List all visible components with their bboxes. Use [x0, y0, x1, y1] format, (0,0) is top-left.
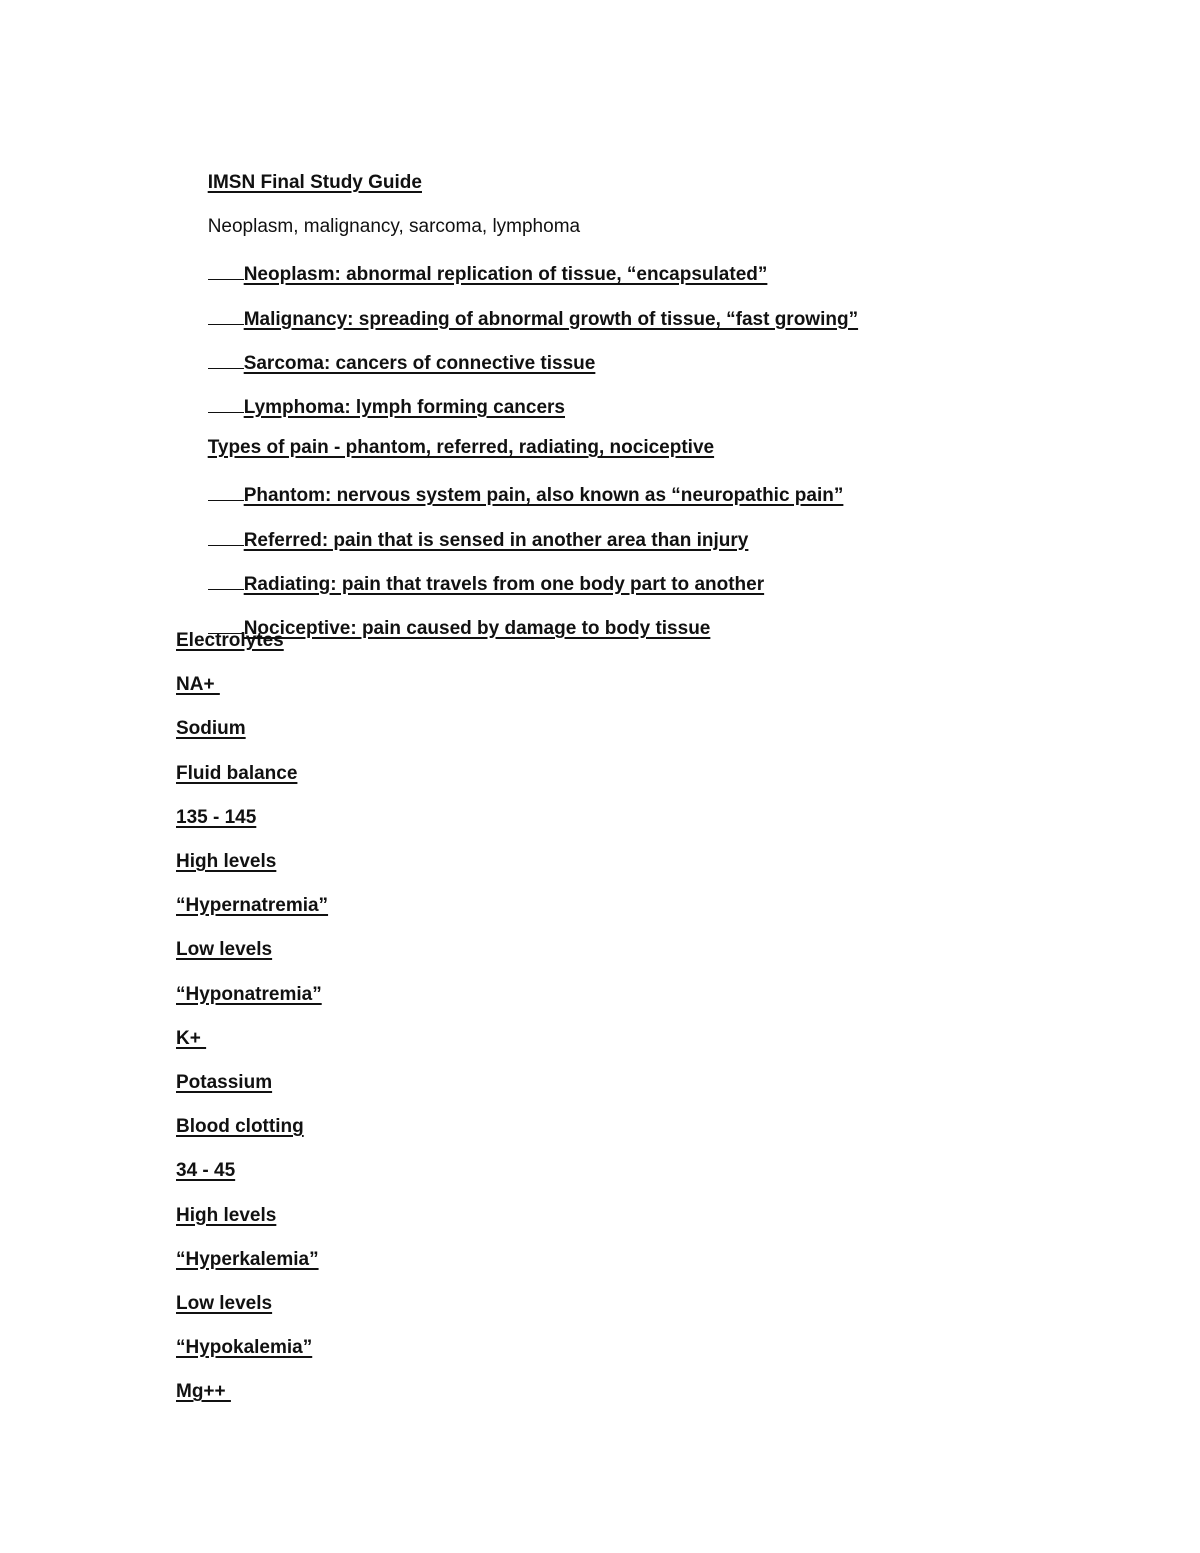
electrolyte-line: [176, 1202, 1136, 1246]
hyperkalemia-term: “Hyperkalemia”: [176, 1248, 319, 1270]
indent-underline: [208, 567, 244, 590]
nociceptive-pain-definition: Nociceptive: pain caused by damage to body tissue: [243, 617, 711, 639]
sodium-symbol: NA+: [176, 674, 220, 696]
potassium-range: 34 - 45: [176, 1160, 236, 1182]
electrolyte-line: [176, 715, 1136, 759]
electrolyte-line: [176, 1069, 1136, 1113]
hyponatremia-term: “Hyponatremia”: [176, 983, 322, 1005]
electrolyte-line: [176, 760, 1136, 804]
sodium-low-label: Low levels: [176, 939, 273, 961]
hypernatremia-term: “Hypernatremia”: [176, 895, 329, 917]
electrolyte-line: [176, 1246, 1136, 1290]
magnesium-symbol: Mg++: [176, 1381, 231, 1403]
electrolyte-line: [176, 1378, 1136, 1422]
phantom-pain-definition: Phantom: nervous system pain, also known as “neuropathic pain”: [243, 485, 844, 507]
indent-underline: [208, 478, 244, 501]
indent-underline: [208, 257, 244, 280]
sarcoma-definition: Sarcoma: cancers of connective tissue: [243, 352, 596, 374]
electrolyte-line: [176, 1113, 1136, 1157]
potassium-symbol: K+: [176, 1027, 207, 1049]
electrolyte-line: [176, 1334, 1136, 1378]
sodium-function: Fluid balance: [176, 762, 298, 784]
sodium-range: 135 - 145: [176, 806, 257, 828]
indent-underline: [208, 346, 244, 369]
electrolyte-line: [176, 1290, 1136, 1334]
sodium-name: Sodium: [176, 718, 246, 740]
electrolyte-line: [176, 892, 1136, 936]
potassium-high-label: High levels: [176, 1204, 277, 1226]
radiating-pain-definition: Radiating: pain that travels from one body part to another: [243, 573, 765, 595]
potassium-low-label: Low levels: [176, 1292, 273, 1314]
lymphoma-definition: Lymphoma: lymph forming cancers: [243, 396, 565, 418]
tumor-topics-subtitle: Neoplasm, malignancy, sarcoma, lymphoma: [207, 216, 581, 238]
referred-pain-definition: Referred: pain that is sensed in another area than injury: [243, 529, 749, 551]
pain-types-heading: Types of pain - phantom, referred, radiating, nociceptive: [207, 437, 715, 459]
potassium-name: Potassium: [176, 1071, 273, 1093]
indent-underline: [208, 390, 244, 413]
malignancy-definition: Malignancy: spreading of abnormal growth of tissue, “fast growing”: [243, 308, 859, 330]
electrolyte-line: [176, 981, 1136, 1025]
document-title-line: [176, 141, 1136, 193]
document-title: IMSN Final Study Guide: [207, 172, 422, 193]
electrolytes-heading: Electrolytes: [176, 630, 284, 652]
electrolyte-line: [176, 1025, 1136, 1069]
electrolyte-line: [176, 936, 1136, 980]
electrolyte-line: [176, 804, 1136, 848]
potassium-function: Blood clotting: [176, 1116, 304, 1138]
electrolyte-line: [176, 671, 1136, 715]
electrolyte-line: [176, 1157, 1136, 1201]
document-body: [176, 141, 1136, 1422]
neoplasm-definition: Neoplasm: abnormal replication of tissue, “encapsulated”: [243, 264, 768, 286]
indent-underline: [208, 302, 244, 325]
indent-underline: [208, 523, 244, 546]
electrolyte-line: [176, 848, 1136, 892]
hypokalemia-term: “Hypokalemia”: [176, 1337, 313, 1359]
sodium-high-label: High levels: [176, 851, 277, 872]
